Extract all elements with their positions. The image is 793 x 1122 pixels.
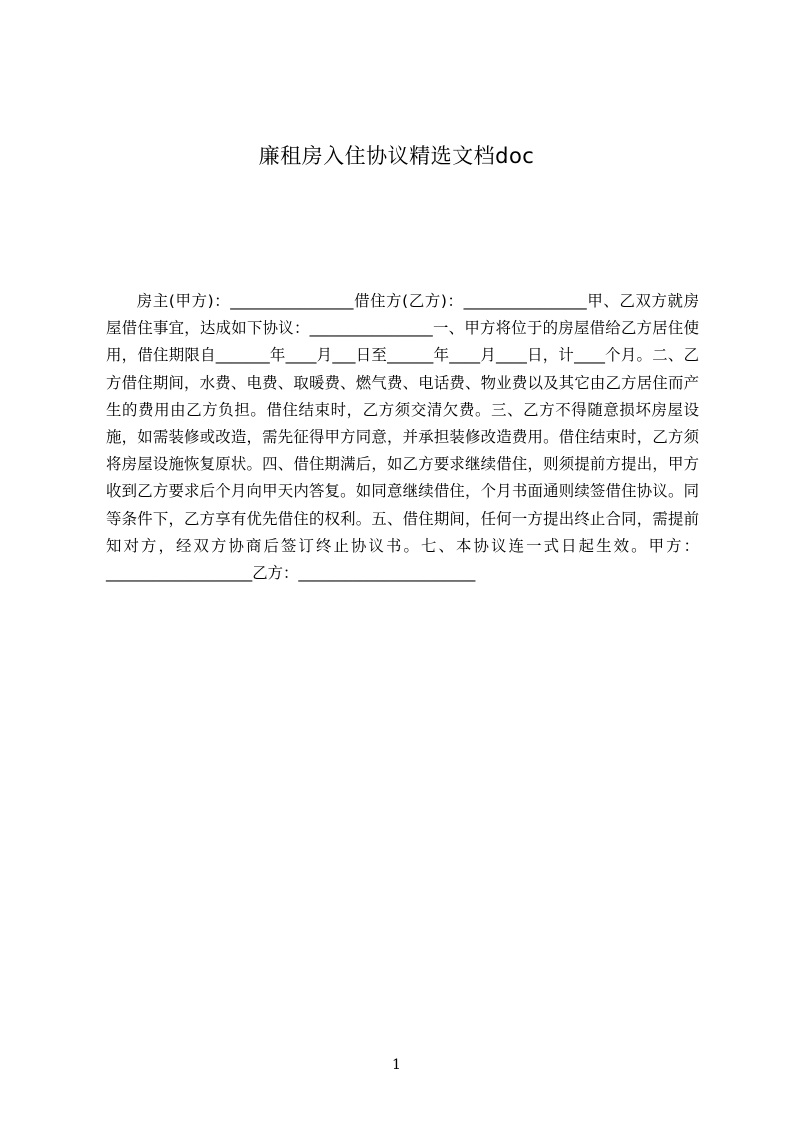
page-number: 1 xyxy=(392,1057,401,1073)
agreement-body-text: 房主(甲方)：________________借住方(乙方)：________________甲、乙双方就房屋借住事宜，达成如下协议：________________一、甲方将位于的房屋借给乙方居住使用，借住期限自_______年____月___日至______年____月____日，计____个月。二、乙方借住期间，水费、电费、取暖费、燃气费、电话费、物业费以及其它由乙方居住而产生的费用由乙方负担。借住结束时，乙方须交清欠费。三、乙方不得随意损坏房屋设施，如需装修或改造，需先征得甲方同意，并承担装修改造费用。借住结束时，乙方须将房屋设施恢复原状。四、借住期满后，如乙方要求继续借住，则须提前方提出，甲方收到乙方要求后个月向甲天内答复。如同意继续借住，个月书面通则续签借住协议。同等条件下，乙方享有优先借住的权利。五、借住期间，任何一方提出终止合同，需提前知对方，经双方协商后签订终止协议书。七、本协议连一式日起生效。甲方：___________________乙方：_______________________ xyxy=(106,292,699,583)
document-title: 廉租房入住协议精选文档doc xyxy=(258,144,535,168)
